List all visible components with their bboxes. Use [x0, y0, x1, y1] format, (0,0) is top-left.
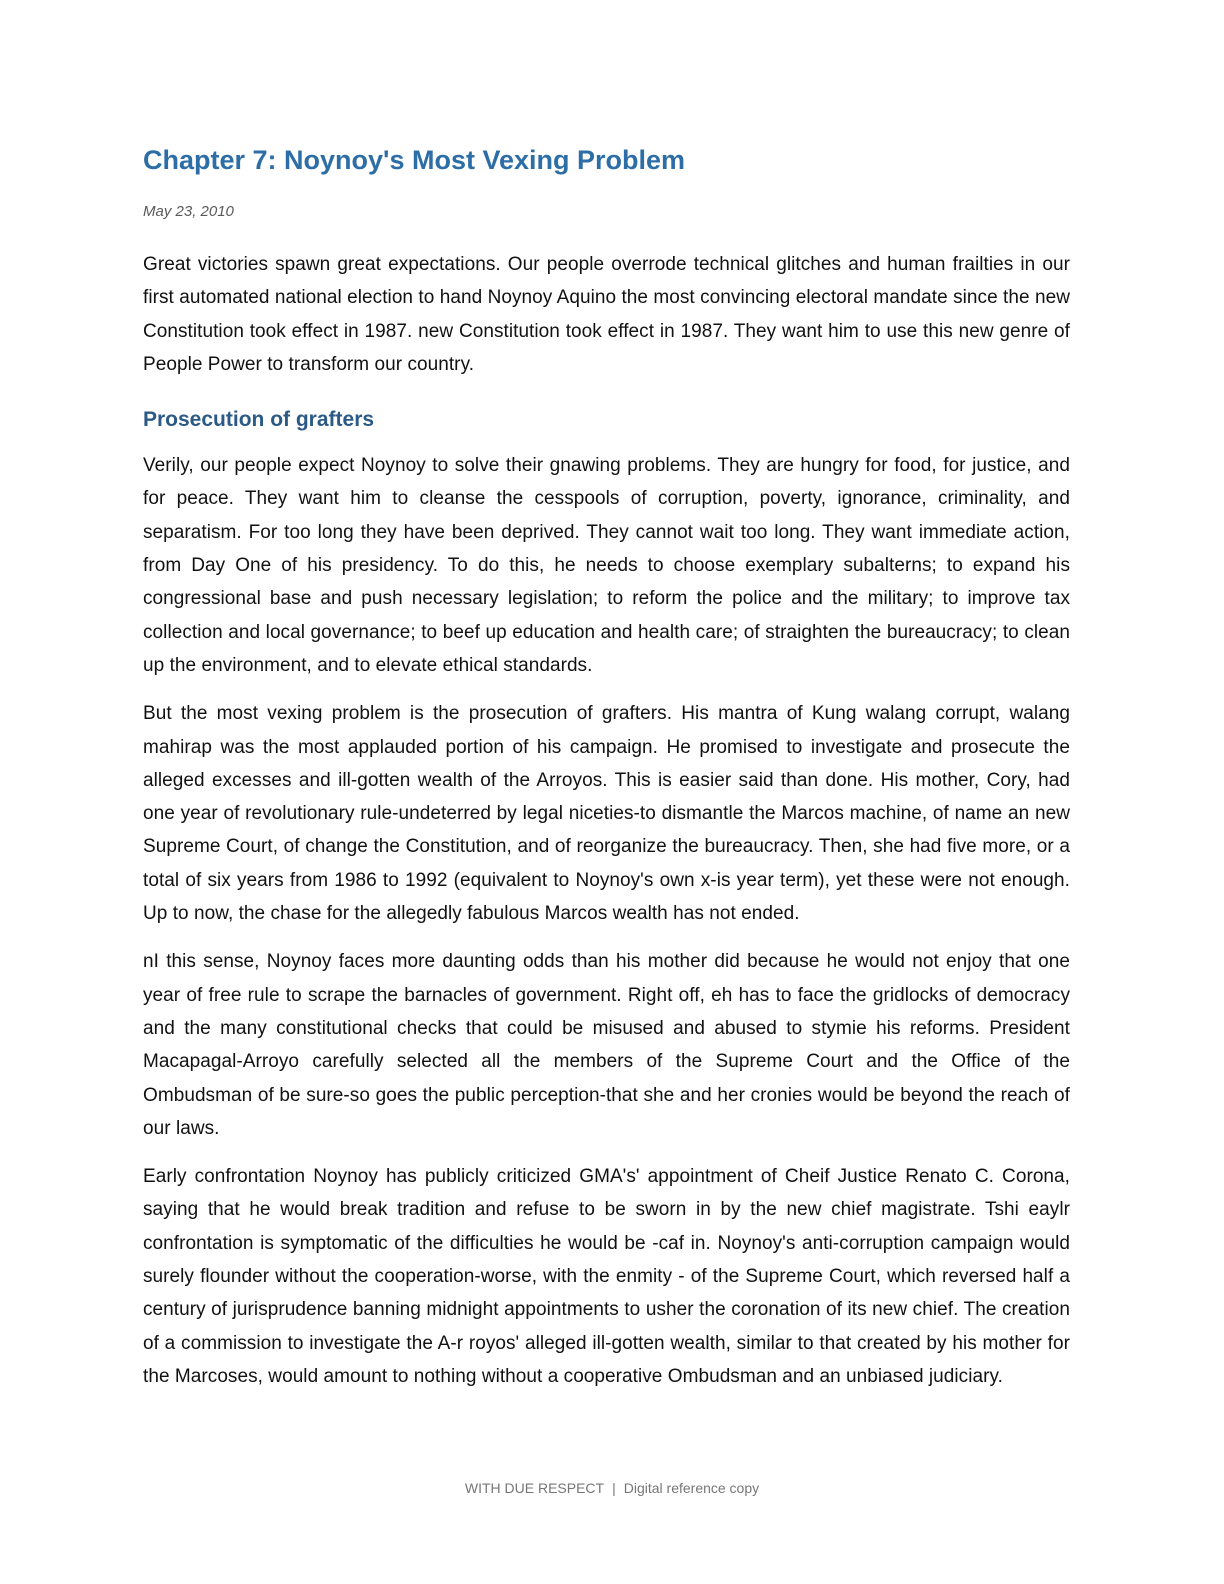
footer-publication: WITH DUE RESPECT [464, 1480, 605, 1496]
chapter-title: Chapter 7: Noynoy's Most Vexing Problem [143, 145, 686, 175]
document-page [143, 140, 1070, 1393]
paragraph-vexing-problem: But the most vexing problem is the prosecution of grafters. His mantra of Kung walang corrupt, walang mahirap was the most applauded portion of his campaign. He promised to investigate and prosecute the alleged excesses and ill-gotten wealth of the Arroyos. This is easier said than done. His mother, Cory, had one year of revolutionary rule-undeterred by legal niceties-to dismantle the Marcos machine, of name an new Supreme Court, of change the Constitution, and of reorganize the bureaucracy. Then, she had five more, or a total of six years from 1986 to 1992 (equivalent to Noynoy's own x-is year term), yet these were not enough. Up to now, the chase for the allegedly fabulous Marcos wealth has not ended. [143, 703, 1070, 925]
footer-separator: | [612, 1480, 616, 1496]
section-heading: Prosecution of grafters [143, 408, 375, 432]
paragraph-early-confrontation: Early confrontation Noynoy has publicly criticized GMA's' appointment of Cheif Justice Renato C. Corona, saying that he would break tradition and refuse to be sworn in by the new chief magistrate. Tshi eaylr confrontation is symptomatic of the difficulties he would be -caf in. Noynoy's anti-corruption campaign would surely flounder without the cooperation-worse, with the enmity - of the Supreme Court, which reversed half a century of jurisprudence banning midnight appointments to usher the coronation of its new chief. The creation of a commission to investigate the A-r royos' alleged ill-gotten wealth, similar to that created by his mother for the Marcoses, would amount to nothing without a cooperative Ombudsman and an unbiased judiciary. [143, 1166, 1070, 1387]
chapter-date: May 23, 2010 [143, 203, 234, 220]
footer-copy-note: Digital reference copy [623, 1480, 760, 1496]
paragraph-expectations: Verily, our people expect Noynoy to solve their gnawing problems. They are hungry for food, for justice, and for peace. They want him to cleanse the cesspools of corruption, poverty, ignorance, criminality, and separatism. For too long they have been deprived. They cannot wait too long. They want immediate action, from Day One of his presidency. To do this, he needs to choose exemplary subalterns; to expand his congressional base and push necessary legislation; to reform the police and the military; to improve tax collection and local governance; to beef up education and health care; of straighten the bureaucracy; to clean up the environment, and to elevate ethical standards. [143, 455, 1070, 676]
paragraph-daunting-odds: nI this sense, Noynoy faces more daunting odds than his mother did because he would not enjoy that one year of free rule to scrape the barnacles of government. Right off, eh has to face the gridlocks of democracy and the many constitutional checks that could be misused and abused to stymie his reforms. President Macapagal-Arroyo carefully selected all the members of the Supreme Court and the Office of the Ombudsman of be sure-so goes the public perception-that she and her cronies would be beyond the reach of our laws. [143, 951, 1070, 1139]
paragraph-intro: Great victories spawn great expectations. Our people overrode technical glitches and human frailties in our first automated national election to hand Noynoy Aquino the most convincing electoral mandate since the new Constitution took effect in 1987. new Constitution took effect in 1987. They want him to use this new genre of People Power to transform our country. [143, 254, 1070, 375]
page-footer [0, 1478, 1224, 1498]
